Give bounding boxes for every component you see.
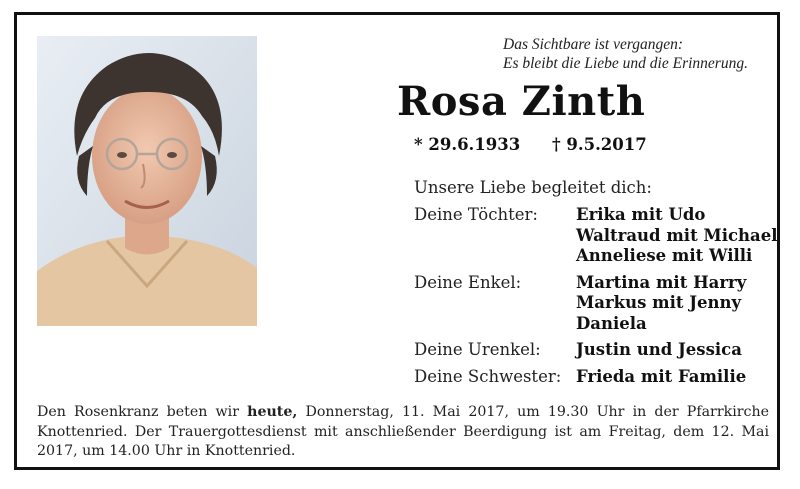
obituary-frame (14, 12, 780, 470)
notice-text-start: Den Rosenkranz beten wir (37, 404, 248, 420)
notice-text-rest: Donnerstag, 11. Mai 2017, um 19.30 Uhr in der Pfarrkirche Knottenried. Der Trauergottesdienst mit anschließender Beerdigung ist am Freitag, dem 12. Mai 2017, um 14.00 Uhr in Knottenried. (37, 404, 769, 459)
life-dates (414, 135, 647, 154)
family-member: Waltraud mit Michael (576, 225, 778, 245)
family-group-label: Deine Schwester: (414, 366, 562, 386)
birth-date: * 29.6.1933 (414, 135, 521, 154)
memorial-quote (503, 35, 748, 73)
family-member: Justin und Jessica (576, 340, 742, 359)
family-member: Erika mit Udo (576, 205, 706, 224)
family-member: Martina mit Harry (576, 272, 747, 292)
family-member: Markus mit Jenny (576, 293, 742, 312)
quote-line-2: Es bleibt die Liebe und die Erinnerung. (503, 55, 748, 72)
family-group-names (576, 273, 746, 335)
family-group-label: Deine Enkel: (414, 272, 522, 292)
notice-text-emphasis: heute, (247, 404, 298, 420)
family-intro: Unsere Liebe begleitet dich: (414, 178, 652, 197)
quote-line-1: Das Sichtbare ist vergangen: (503, 36, 684, 53)
family-group-label: Deine Urenkel: (414, 340, 541, 359)
death-date: † 9.5.2017 (551, 135, 647, 154)
family-group-names (576, 340, 742, 361)
family-group-daughters (414, 205, 777, 267)
family-member: Daniela (576, 313, 647, 333)
family-list (414, 205, 777, 393)
family-member: Frieda mit Familie (576, 366, 747, 386)
deceased-name: Rosa Zinth (397, 78, 646, 125)
service-notice (37, 403, 769, 462)
family-group-sister (414, 367, 777, 388)
family-group-names (576, 367, 746, 388)
portrait-photo (37, 36, 257, 326)
family-group-great-grandchildren (414, 340, 777, 361)
family-group-names (576, 205, 777, 267)
family-member: Anneliese mit Willi (576, 246, 753, 265)
family-group-grandchildren (414, 273, 777, 335)
family-group-label: Deine Töchter: (414, 205, 538, 224)
